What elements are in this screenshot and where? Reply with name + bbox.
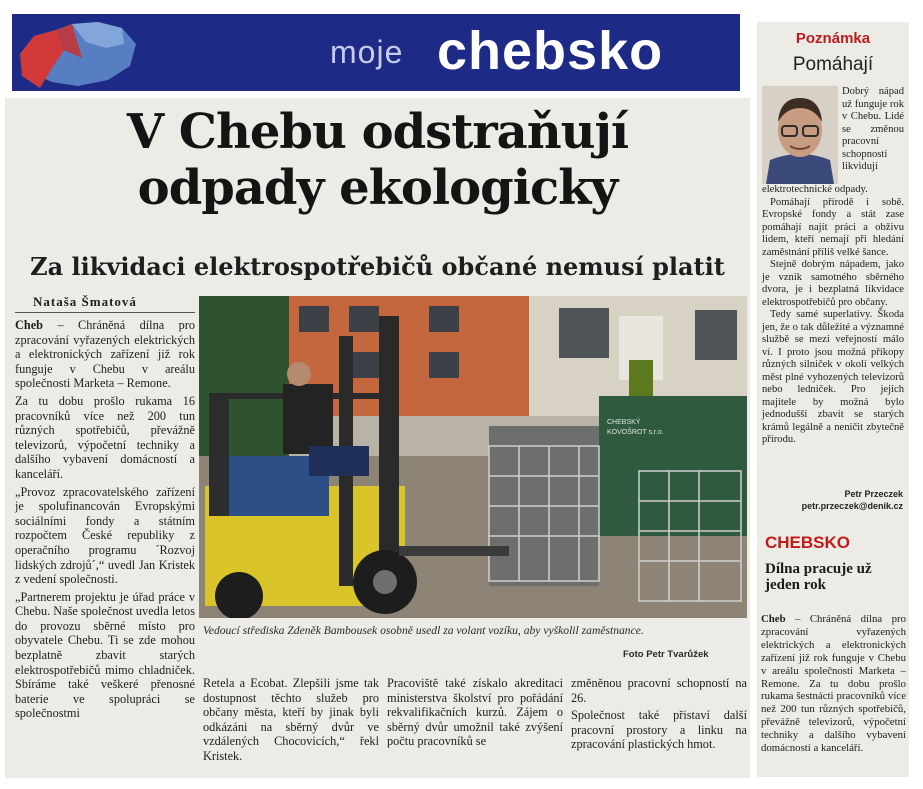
container-label-1: CHEBSKÝ	[607, 419, 641, 426]
brief-label: CHEBSKO	[765, 533, 851, 552]
article-headline	[5, 104, 750, 216]
photo-caption: Vedoucí střediska Zdeněk Bambousek osobně usedl za volant vozíku, aby vyškolil zaměstnance.	[203, 624, 644, 637]
container-label-2: KOVOŠROT s.r.o.	[607, 429, 664, 436]
main-article	[5, 98, 750, 778]
paragraph: Dobrý nápad už funguje rok v Chebu. Lidé se změnou pracovní schopností likvidují elektrotechnické odpady.	[762, 86, 904, 195]
paragraph: Pomáhají přírodě i sobě. Evropské fondy a stát zase pomáhají najít práci a obživu lidem, kteří nemají při hledání zaměstnání příliš velké šance.	[762, 196, 904, 258]
brief-title: Dílna pracuje už jeden rok	[765, 561, 872, 593]
headline-line-2: odpady ekologicky	[137, 160, 618, 216]
photo-credit: Foto Petr Tvarůžek	[623, 649, 709, 660]
article-column-3	[387, 676, 563, 752]
paragraph: „Partnerem projektu je úřad práce v Chebu. Naše společnost uvedla letos do provozu sběrné místo pro obyvatele Chebu. Ti se zde mohou bezplatně zbavit starých elektrospotřebičů mimo chladniček. Sbíráme také veškeré přenosné baterie ve spolupráci se společnostmi	[15, 589, 195, 721]
article-column-2	[203, 676, 379, 767]
signature-email: petr.przeczek@denik.cz	[801, 501, 903, 511]
brand-moje: moje	[330, 34, 404, 70]
article-column-1	[15, 318, 195, 776]
region-map-icon	[12, 14, 142, 91]
forklift-photo	[199, 296, 747, 618]
paragraph: Tedy samé superlativy. Škoda jen, že o tak důležité a významné službě se mezi veřejností málo ví. I proto jsou možná příkopy různých silniček v okolí velkých měst plné vyhozených televizorů nebo ledniček. Pro jejich majitele by možná bylo jednodušší zbavit se starých krámů legálně a neničit zbytečně přírodu.	[762, 309, 904, 445]
paragraph: změněnou pracovní schopností na 26.	[571, 676, 747, 705]
paragraph: – Chráněná dílna pro zpracování vyřazených elektrických a elektronických zařízení již rok funguje v Chebu v areálu společnosti Marketa – Remone. Za tu dobu prošlo rukama šestnácti pracovníků více než 200 tun různých spotřebičů, převážně televizorů, výpočetní techniky a dalšího vybavení domácností a kanceláří.	[761, 613, 906, 755]
note-label: Poznámka	[795, 30, 871, 47]
dateline: Cheb	[761, 613, 786, 625]
masthead-banner	[12, 14, 740, 91]
brand-chebsko: chebsko	[437, 21, 664, 81]
note-body	[762, 86, 904, 447]
note-signature	[802, 488, 903, 512]
note-title: Pomáhají	[792, 54, 874, 75]
paragraph: Pracoviště také získalo akreditaci ministerstva školství pro pořádání rekvalifikačních kurzů. Zájem o sběrný dvůr umožnil také zvýšení počtu pracovníků se	[387, 676, 563, 749]
headline-line-1: V Chebu odstraňují	[126, 104, 629, 160]
brief-body	[761, 613, 906, 755]
paragraph: Stejně dobrým nápadem, jako je vznik samotného sběrného dvora, je i bezplatná likvidace elektrospotřebičů pro občany.	[762, 259, 904, 308]
paragraph: „Provoz zpracovatelského zařízení je spolufinancován Evropskými sociálními fondy a státním rozpočtem České republiky z operačního programu ´Rozvoj lidských zdrojů´,“ uvedl Jan Kristek z vedení společnosti.	[15, 484, 195, 587]
paragraph: Společnost také přistaví další pracovní prostory a linku na zpracování plastických hmot.	[571, 708, 747, 752]
article-column-4	[571, 676, 747, 755]
article-subheadline: Za likvidaci elektrospotřebičů občané nemusí platit	[30, 252, 725, 281]
signature-name: Petr Przeczek	[844, 489, 903, 499]
paragraph: Retela a Ecobat. Zlepšili jsme tak dostupnost těchto služeb pro občany města, kteří by jinak byli odkázáni na sběrný dvůr ve vzdálených Chocovicích,“ řekl Kristek.	[203, 676, 379, 763]
paragraph: – Chráněná dílna pro zpracování vyřazených elektrických a elektronických zařízení již rok funguje v Chebu v areálu společnosti Marketa – Remone.	[15, 318, 195, 391]
note-sidebar	[757, 22, 909, 527]
brief-sidebar	[757, 527, 909, 777]
author-divider	[15, 312, 195, 313]
article-author: Nataša Šmatová	[33, 294, 137, 309]
dateline: Cheb	[15, 318, 44, 332]
paragraph: Za tu dobu prošlo rukama 16 pracovníků více než 200 tun různých spotřebičů, převážně televizorů, výpočetní techniky a dalšího vybavení domácností a kanceláří.	[15, 393, 195, 481]
